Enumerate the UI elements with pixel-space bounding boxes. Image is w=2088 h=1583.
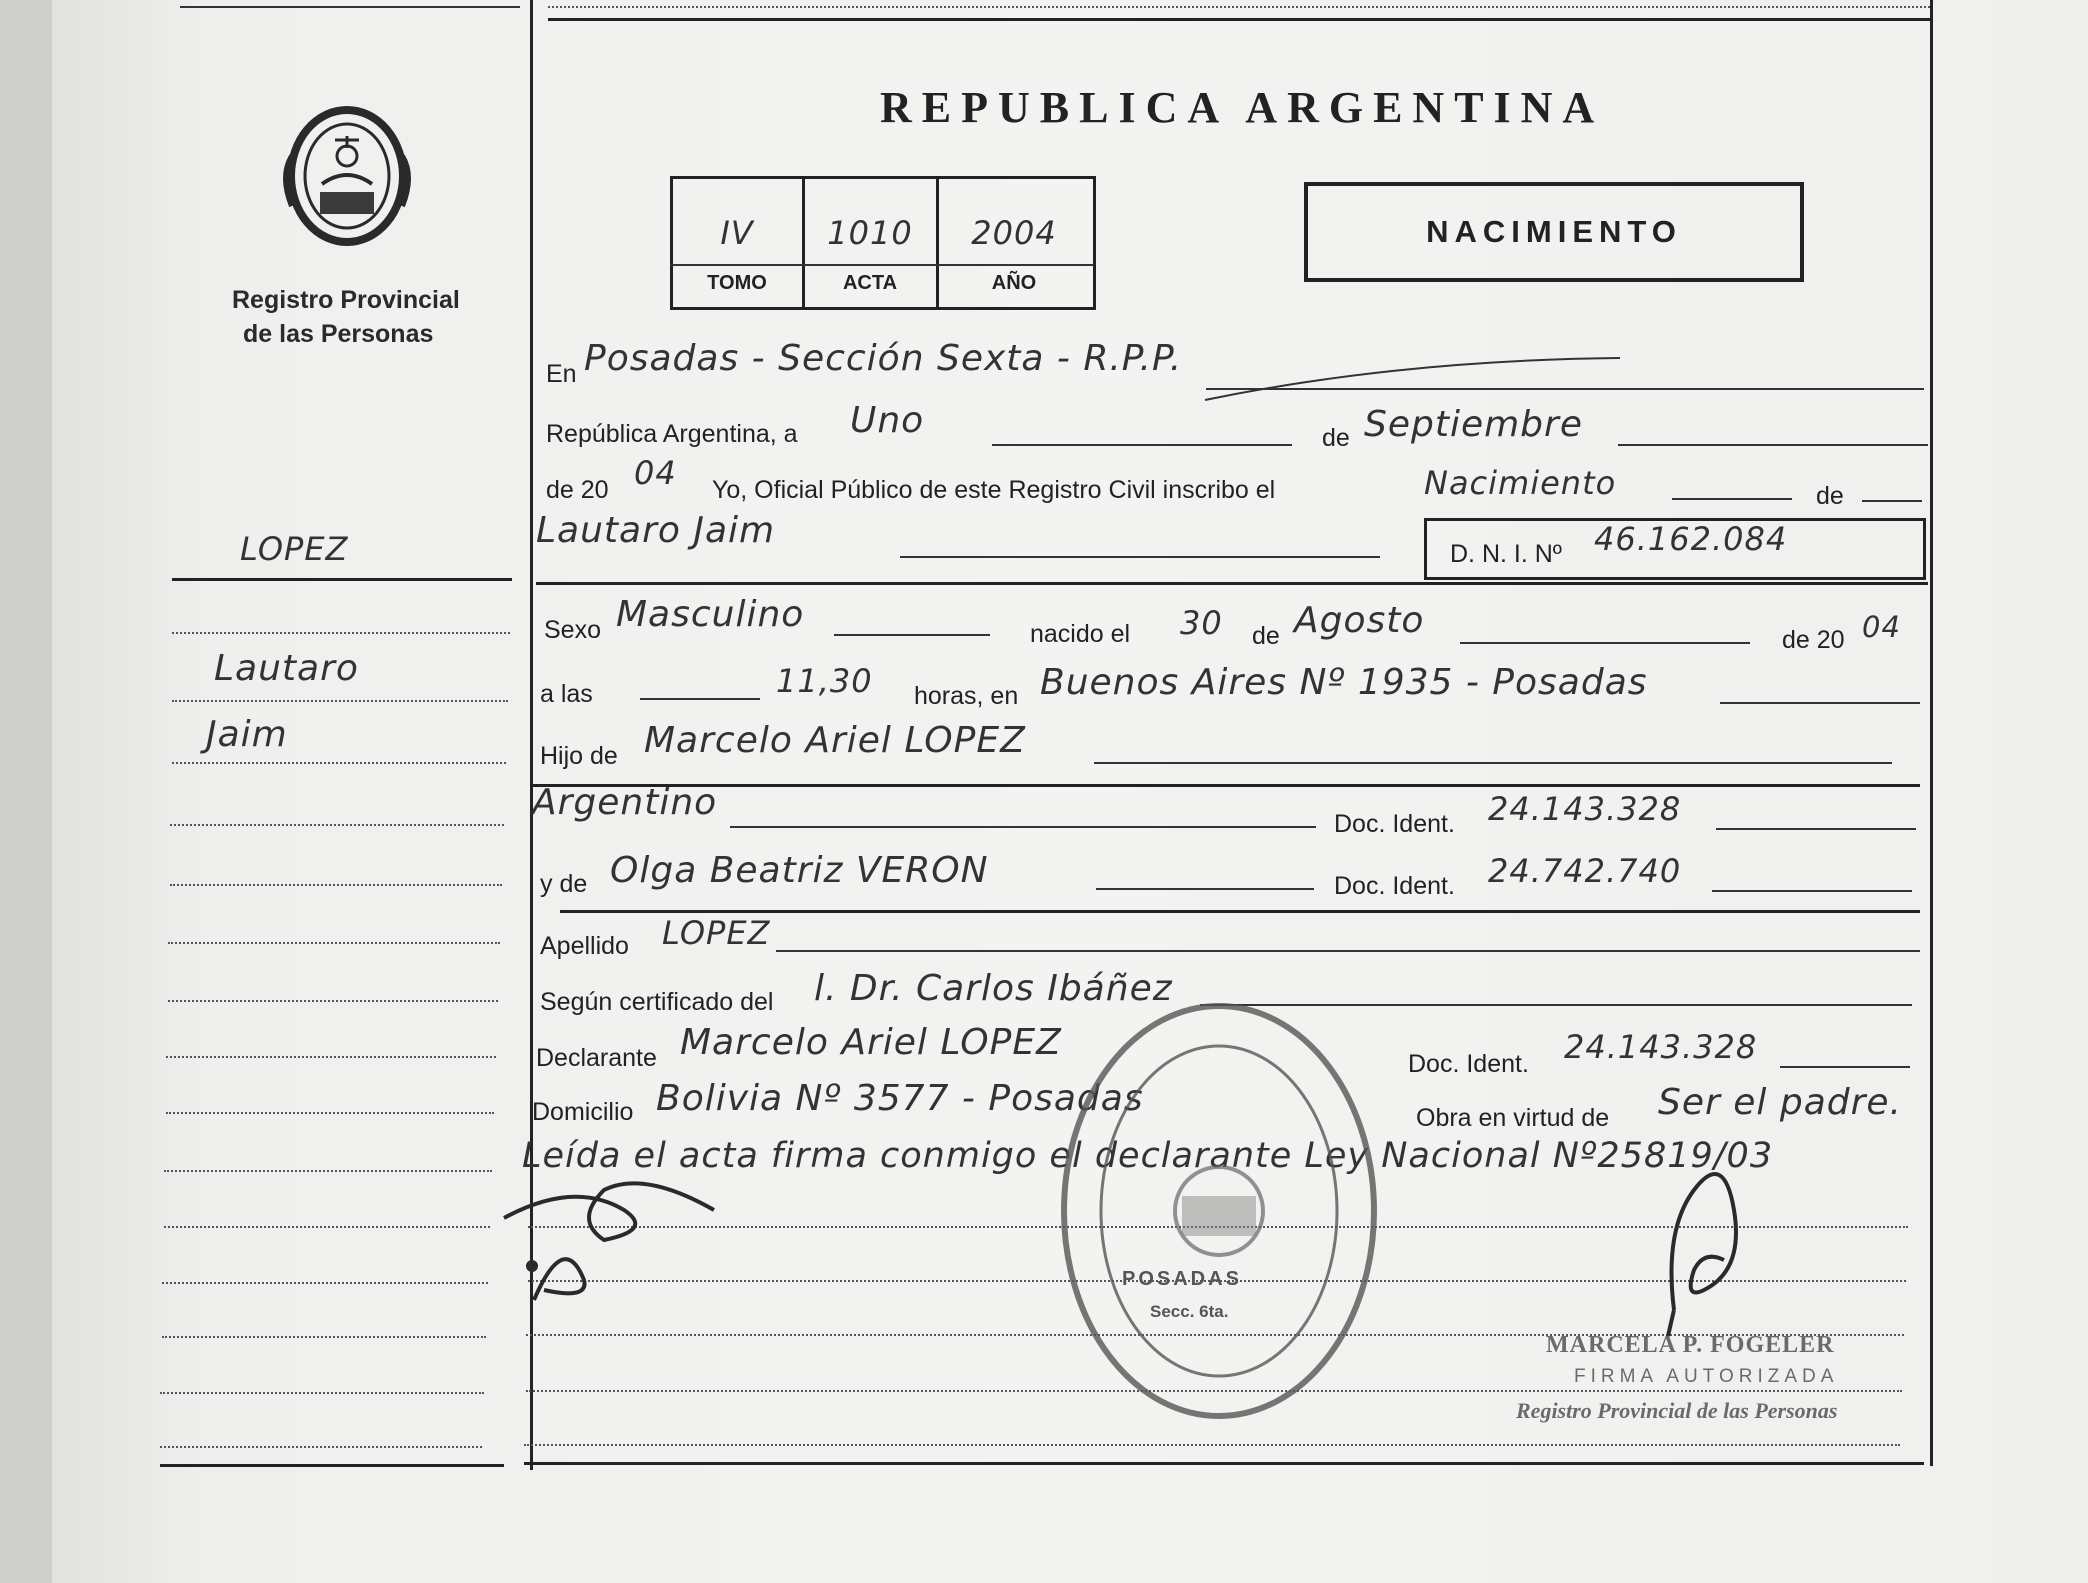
label-de-2: de (1816, 482, 1844, 510)
rule-a-las (640, 698, 760, 700)
label-en: En (546, 360, 577, 388)
margin-rule-thick (172, 578, 512, 581)
field-hora: 11,30 (776, 662, 873, 700)
official-signature-icon (1644, 1150, 1764, 1340)
field-doc-padre: 24.143.328 (1488, 790, 1682, 828)
label-doc-ident-2: Doc. Ident. (1334, 872, 1455, 900)
label-obra: Obra en virtud de (1416, 1104, 1610, 1132)
label-de-20-b: de 20 (1782, 626, 1845, 654)
registry-name-line1: Registro Provincial (232, 286, 460, 314)
field-doc-declarante: 24.143.328 (1564, 1028, 1758, 1066)
official-seal-icon (1054, 996, 1384, 1426)
margin-dots-11 (164, 1226, 490, 1228)
margin-dots-14 (160, 1392, 484, 1394)
field-lugar: Posadas - Sección Sexta - R.P.P. (584, 338, 1183, 379)
rule-doc-declarante (1780, 1066, 1910, 1068)
margin-dots-9 (166, 1112, 494, 1114)
rule-parents-top (532, 784, 1920, 787)
acta-label: ACTA (842, 272, 898, 294)
label-yo-oficial: Yo, Oficial Público de este Registro Civil inscribo el (712, 476, 1276, 504)
tomo-label: TOMO (707, 272, 767, 294)
margin-given-name-2: Jaim (206, 714, 288, 755)
label-doc-ident-1: Doc. Ident. (1334, 810, 1455, 838)
field-declarante: Marcelo Ariel LOPEZ (680, 1022, 1062, 1063)
field-nacionalidad-padre: Argentino (532, 782, 718, 823)
country-title: REPUBLICA ARGENTINA (880, 83, 1605, 132)
ano-label: AÑO (991, 272, 1037, 294)
margin-dots-4 (170, 824, 504, 826)
label-declarante: Declarante (536, 1044, 657, 1072)
label-y-de: y de (540, 870, 588, 898)
field-dia-inscripcion: Uno (850, 400, 925, 441)
margin-dots-2 (172, 700, 508, 702)
rule-dia (992, 444, 1292, 446)
rule-tipo (1672, 498, 1792, 500)
margin-top-rule (180, 6, 520, 8)
label-sexo: Sexo (544, 616, 601, 644)
field-domicilio: Bolivia Nº 3577 - Posadas (656, 1078, 1144, 1119)
label-de-20: de 20 (546, 476, 609, 504)
margin-dots-13 (162, 1336, 486, 1338)
field-madre: Olga Beatriz VERON (610, 850, 989, 891)
registry-name-line2: de las Personas (243, 320, 434, 348)
body-bottom-rule (524, 1462, 1924, 1465)
field-obra-en-virtud: Ser el padre. (1658, 1082, 1902, 1123)
rule-doc-padre (1716, 828, 1916, 830)
margin-dots-5 (170, 884, 502, 886)
label-a-las: a las (540, 680, 593, 708)
field-dia-nacimiento: 30 (1180, 604, 1223, 642)
rule-padre (1094, 762, 1892, 764)
misiones-crest-icon (272, 96, 422, 256)
field-certificado: l. Dr. Carlos Ibáñez (814, 968, 1173, 1009)
record-table-rule (670, 264, 1094, 266)
rule-mes (1618, 444, 1928, 446)
field-padre: Marcelo Ariel LOPEZ (644, 720, 1026, 761)
label-nacido-el: nacido el (1030, 620, 1131, 648)
margin-dots-10 (164, 1170, 492, 1172)
field-dni: 46.162.084 (1594, 520, 1788, 558)
margin-bottom-rule (160, 1464, 504, 1467)
rule-lugar-nacimiento (1720, 702, 1920, 704)
label-de-1: de (1322, 424, 1350, 452)
rule-de-2 (1862, 500, 1922, 502)
rule-madre (1096, 888, 1314, 890)
field-ano-inscripcion: 04 (634, 454, 677, 492)
margin-dots-6 (168, 942, 500, 944)
seal-section: Secc. 6ta. (1150, 1302, 1229, 1321)
right-border (1930, 0, 1933, 1466)
margin-dots-12 (162, 1282, 488, 1284)
field-tipo-inscripcion: Nacimiento (1424, 464, 1617, 502)
rule-nombre (900, 556, 1380, 558)
margin-dots-8 (166, 1056, 496, 1058)
label-republica: República Argentina, a (546, 420, 798, 448)
field-doc-madre: 24.742.740 (1488, 852, 1682, 890)
margin-dots-15 (160, 1446, 482, 1448)
rule-mes-nacimiento (1460, 642, 1750, 644)
top-rule (548, 18, 1930, 21)
label-doc-ident-3: Doc. Ident. (1408, 1050, 1529, 1078)
ano-value: 2004 (971, 214, 1057, 252)
margin-dots-7 (168, 1000, 498, 1002)
flourish-stroke-icon (1200, 350, 1630, 410)
margin-dots-1 (172, 632, 510, 634)
label-de-3: de (1252, 622, 1280, 650)
official-name: MARCELA P. FOGELER (1546, 1332, 1835, 1358)
label-segun: Según certificado del (540, 988, 774, 1016)
label-dni: D. N. I. Nº (1450, 540, 1562, 568)
tomo-value: IV (720, 214, 754, 252)
label-hijo-de: Hijo de (540, 742, 618, 770)
rule-parents-bottom (560, 910, 1920, 913)
field-ano-nacimiento: 04 (1862, 610, 1901, 644)
label-domicilio: Domicilio (532, 1098, 634, 1126)
body-dots-5 (524, 1444, 1900, 1446)
field-lugar-nacimiento: Buenos Aires Nº 1935 - Posadas (1040, 662, 1648, 703)
field-sexo: Masculino (616, 594, 805, 635)
rule-name-section (536, 582, 1928, 585)
label-apellido: Apellido (540, 932, 629, 960)
rule-sexo (834, 634, 990, 636)
margin-dots-3 (172, 762, 506, 764)
margin-given-name-1: Lautaro (214, 648, 359, 689)
rule-apellido (776, 950, 1920, 952)
official-role: FIRMA AUTORIZADA (1574, 1366, 1839, 1387)
acta-value: 1010 (827, 214, 913, 252)
declarant-signature-icon (494, 1170, 734, 1310)
field-apellido: LOPEZ (662, 914, 771, 952)
field-nombre: Lautaro Jaim (536, 510, 776, 551)
label-horas-en: horas, en (914, 682, 1019, 710)
seal-city: POSADAS (1122, 1268, 1242, 1290)
document-type: NACIMIENTO (1426, 214, 1682, 249)
field-nota: Leída el acta firma conmigo el declarante Ley Nacional Nº25819/03 (522, 1136, 1774, 1176)
official-registry: Registro Provincial de las Personas (1516, 1398, 1838, 1423)
field-mes-nacimiento: Agosto (1294, 600, 1425, 641)
document-type-box (1304, 182, 1804, 282)
rule-doc-madre (1712, 890, 1912, 892)
margin-surname: LOPEZ (240, 530, 349, 568)
rule-nacionalidad (730, 826, 1316, 828)
field-mes-inscripcion: Septiembre (1364, 404, 1583, 445)
top-dots (548, 6, 1930, 8)
